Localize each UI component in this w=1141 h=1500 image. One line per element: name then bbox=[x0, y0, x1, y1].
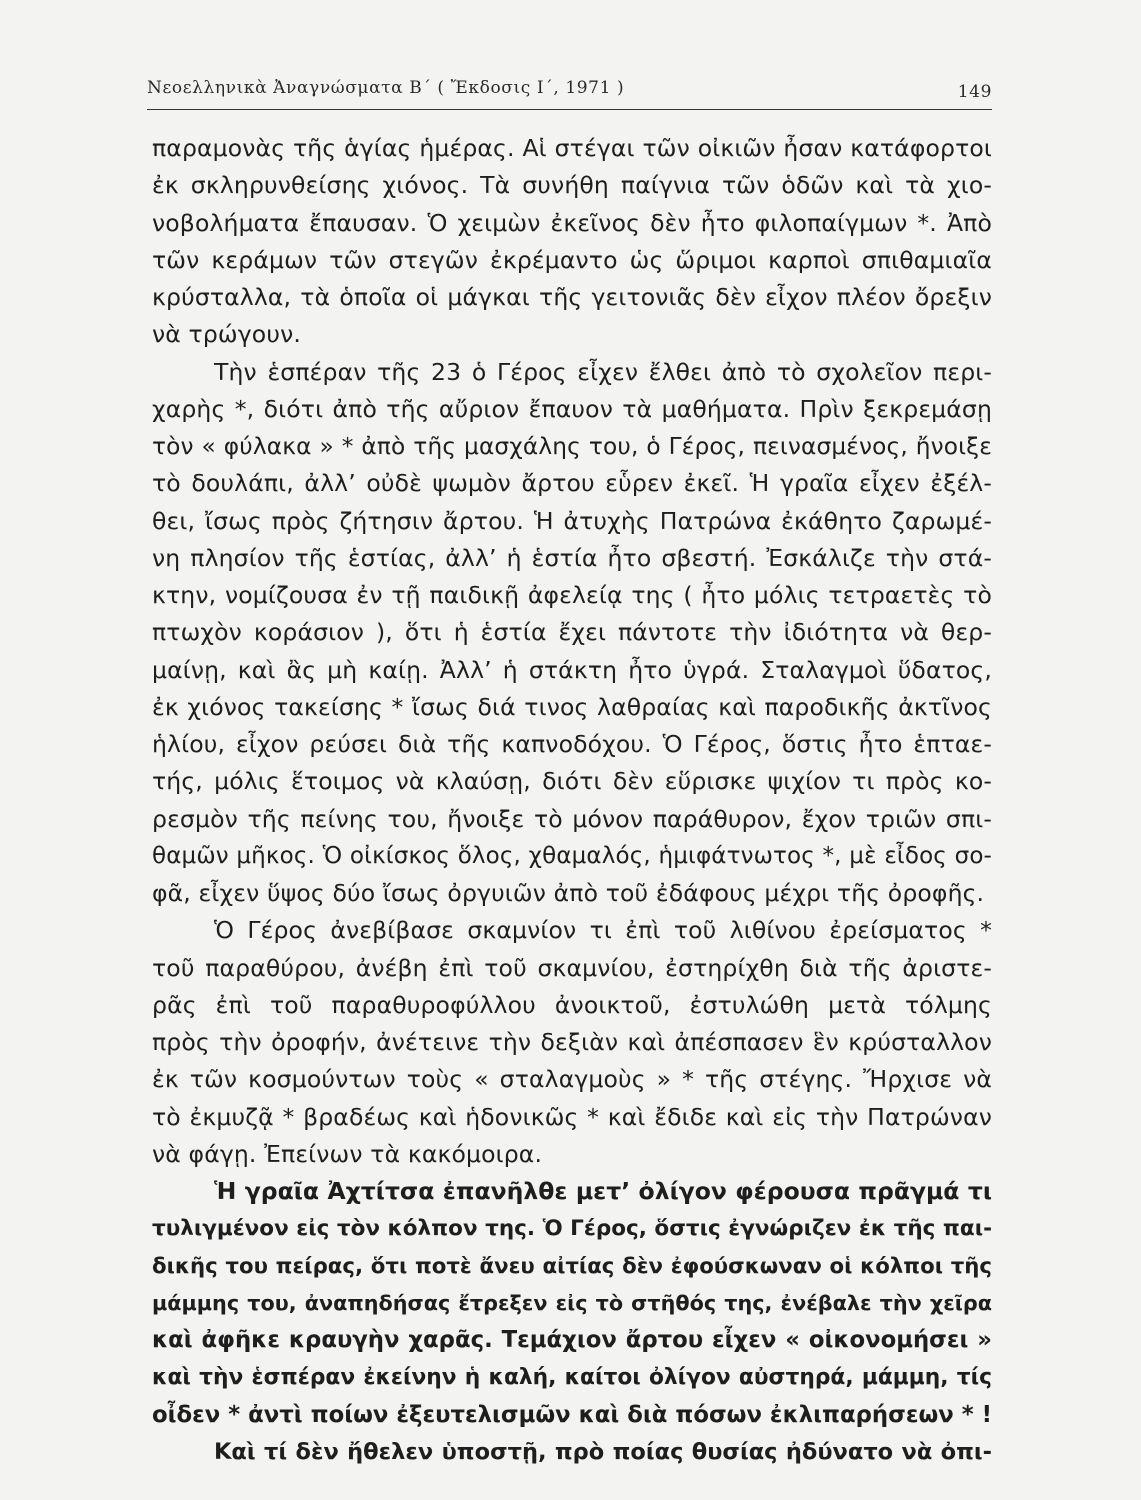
page-number: 149 bbox=[957, 82, 992, 102]
text-line: τὸ δουλάπι, ἀλλ’ οὐδὲ ψωμὸν ἄρτου εὗρεν ἐκεῖ. Ἡ γραῖα εἶχεν ἐξέλ- bbox=[152, 469, 992, 498]
text-line: τῶν κεράμων τῶν στεγῶν ἐκρέμαντο ὡς ὥριμοι καρποὶ σπιθαμιαῖα bbox=[152, 245, 992, 274]
text-line: ἐκ τῶν κοσμούντων τοὺς « σταλαγμοὺς » * τῆς στέγης. Ἤρχισε νὰ bbox=[152, 1065, 992, 1094]
text-line: ρεσμὸν τῆς πείνης του, ἤνοιξε τὸ μόνον παράθυρον, ἔχον τριῶν σπι- bbox=[152, 804, 992, 833]
running-head bbox=[147, 74, 992, 104]
text-line: νοβολήματα ἔπαυσαν. Ὁ χειμὼν ἐκεῖνος δὲν ἦτο φιλοπαίγμων *. Ἀπὸ bbox=[152, 208, 992, 237]
text-line: θαμῶν μῆκος. Ὁ οἰκίσκος ὅλος, χθαμαλός, ἡμιφάτνωτος *, μὲ εἶδος σο- bbox=[152, 842, 992, 869]
text-line: πρὸς τὴν ὀροφήν, ἀνέτεινε τὴν δεξιὰν καὶ ἀπέσπασεν ἓν κρύσταλλον bbox=[152, 1028, 992, 1056]
text-line: παραμονὰς τῆς ἁγίας ἡμέρας. Αἱ στέγαι τῶν οἰκιῶν ἦσαν κατάφορτοι bbox=[152, 134, 992, 162]
text-line: νὰ φάγῃ. Ἐπείνων τὰ κακόμοιρα. bbox=[152, 1139, 543, 1168]
text-line: τὸ ἐκμυζᾷ * βραδέως καὶ ἡδονικῶς * καὶ ἔδιδε καὶ εἰς τὴν Πατρώναν bbox=[152, 1102, 992, 1131]
text-line: φᾶ, εἶχεν ὕψος δύο ἴσως ὀργυιῶν ἀπὸ τοῦ ἐδάφους μέχρι τῆς ὀροφῆς. bbox=[152, 879, 985, 907]
text-line: καὶ ἀφῆκε κραυγὴν χαρᾶς. Τεμάχιον ἄρτου εἶχεν « οἰκονομήσει » bbox=[152, 1327, 992, 1353]
running-head-title: Νεοελληνικὰ Ἀναγνώσματα Β΄ ( Ἔκδοσις Ι΄, 1971 ) bbox=[147, 78, 625, 98]
text-line: μαίνῃ, καὶ ἂς μὴ καίῃ. Ἀλλ’ ἡ στάκτη ἦτο ὑγρά. Σταλαγμοὶ ὕδατος, bbox=[152, 655, 992, 684]
text-line: τοῦ παραθύρου, ἀνέβη ἐπὶ τοῦ σκαμνίου, ἐστηρίχθη διὰ τῆς ἀριστε- bbox=[152, 953, 992, 982]
text-line: ρᾶς ἐπὶ τοῦ παραθυροφύλλου ἀνοικτοῦ, ἐστυλώθη μετὰ τόλμης bbox=[152, 990, 992, 1019]
text-line: κρύσταλλα, τὰ ὁποῖα οἱ μάγκαι τῆς γειτονιᾶς δὲν εἶχον πλέον ὄρεξιν bbox=[152, 283, 992, 311]
text-line: τυλιγμένον εἰς τὸν κόλπον της. Ὁ Γέρος, ὅστις ἐγνώριζεν ἐκ τῆς παι- bbox=[152, 1216, 992, 1242]
text-line: μάμμης του, ἀναπηδήσας ἔτρεξεν εἰς τὸ στῆθός της, ἐνέβαλε τὴν χεῖρα bbox=[152, 1290, 992, 1315]
text-line: ἐκ σκληρυνθείσης χιόνος. Τὰ συνήθη παίγνια τῶν ὁδῶν καὶ τὰ χιο- bbox=[152, 171, 992, 200]
header-rule bbox=[147, 109, 992, 110]
text-line: τὸν « φύλακα » * ἀπὸ τῆς μασχάλης του, ὁ Γέρος, πεινασμένος, ἤνοιξε bbox=[152, 433, 992, 460]
text-line: Τὴν ἑσπέραν τῆς 23 ὁ Γέρος εἶχεν ἔλθει ἀπὸ τὸ σχολεῖον περι- bbox=[214, 357, 992, 386]
text-line: ἐκ χιόνος τακείσης * ἴσως διά τινος λαθραίας καὶ παροδικῆς ἀκτῖνος bbox=[152, 692, 992, 721]
text-line: κτην, νομίζουσα ἐν τῇ παιδικῇ ἀφελείᾳ της ( ἦτο μόλις τετραετὲς τὸ bbox=[152, 581, 992, 609]
text-line: πτωχὸν κοράσιον ), ὅτι ἡ ἑστία ἔχει πάντοτε τὴν ἰδιότητα νὰ θερ- bbox=[152, 618, 992, 647]
text-line: καὶ τὴν ἑσπέραν ἐκείνην ἡ καλή, καίτοι ὀλίγον αὐστηρά, μάμμη, τίς bbox=[152, 1365, 992, 1391]
text-line: Ἡ γραῖα Ἀχτίτσα ἐπανῆλθε μετ’ ὀλίγον φέρουσα πρᾶγμά τι bbox=[214, 1177, 992, 1205]
text-line: τής, μόλις ἕτοιμος νὰ κλαύσῃ, διότι δὲν εὕρισκε ψιχίον τι πρὸς κο- bbox=[152, 767, 992, 796]
text-line: Ὁ Γέρος ἀνεβίβασε σκαμνίον τι ἐπὶ τοῦ λιθίνου ἐρείσματος * bbox=[214, 916, 992, 945]
text-line: νη πλησίον τῆς ἑστίας, ἀλλ’ ἡ ἑστία ἦτο σβεστή. Ἐσκάλιζε τὴν στά- bbox=[152, 543, 992, 572]
text-line: ἡλίου, εἶχον ρεύσει διὰ τῆς καπνοδόχου. Ὁ Γέρος, ὅστις ἦτο ἑπταε- bbox=[152, 730, 992, 758]
body-text bbox=[152, 130, 992, 1471]
text-line: θει, ἴσως πρὸς ζήτησιν ἄρτου. Ἡ ἀτυχὴς Πατρώνα ἐκάθητο ζαρωμέ- bbox=[152, 506, 992, 535]
text-line: Καὶ τί δὲν ἤθελεν ὑποστῇ, πρὸ ποίας θυσίας ἠδύνατο νὰ ὀπι- bbox=[214, 1438, 992, 1465]
text-line: χαρὴς *, διότι ἀπὸ τῆς αὔριον ἔπαυον τὰ μαθήματα. Πρὶν ξεκρεμάσῃ bbox=[152, 394, 992, 423]
text-line: νὰ τρώγουν. bbox=[152, 320, 301, 349]
text-line: δικῆς του πείρας, ὅτι ποτὲ ἄνευ αἰτίας δὲν ἐφούσκωναν οἱ κόλποι τῆς bbox=[152, 1253, 992, 1279]
text-line: οἶδεν * ἀντὶ ποίων ἐξευτελισμῶν καὶ διὰ πόσων ἐκλιπαρήσεων * ! bbox=[152, 1401, 992, 1428]
